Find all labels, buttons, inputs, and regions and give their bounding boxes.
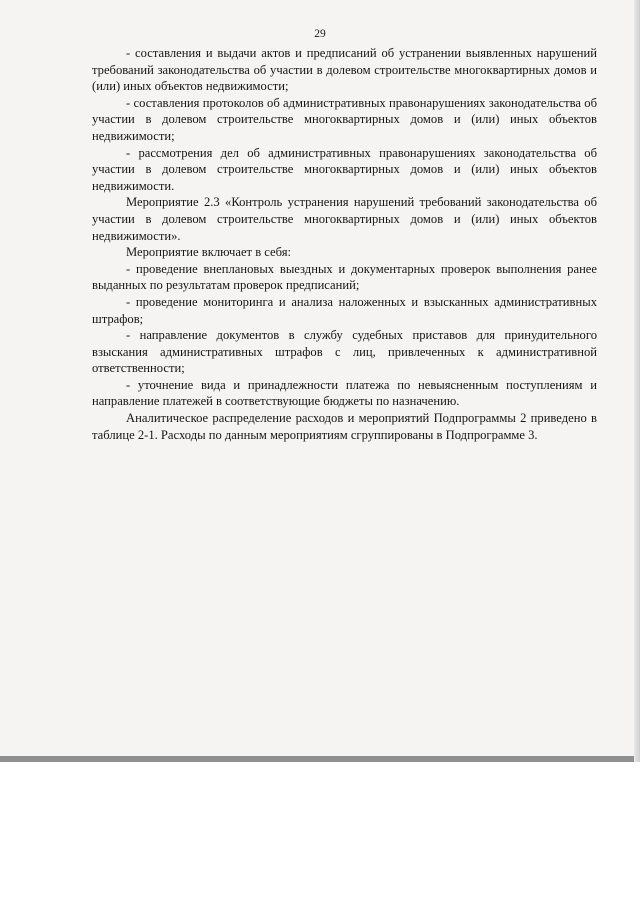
page-edge-shadow	[634, 0, 640, 762]
document-body	[92, 45, 597, 443]
paragraph-case-review: - рассмотрения дел об административных правонарушениях законодательства об участии в долевом строительстве многоквартирных домов и (или) иных объектов недвижимости.	[92, 145, 597, 193]
page-number: 29	[314, 28, 326, 40]
paragraph-payment-clarification: - уточнение вида и принадлежности платежа по невыясненным поступлениям и направление платежей в соответствующие бюджеты по назначению.	[92, 377, 597, 409]
paragraph-analytic-distribution: Аналитическое распределение расходов и мероприятий Подпрограммы 2 приведено в таблице 2-1. Расходы по данным мероприятиям сгруппированы в Подпрограмме 3.	[92, 411, 597, 442]
paragraph-inspections: - проведение внеплановых выездных и документарных проверок выполнения ранее выданных по результатам проверок предписаний;	[92, 261, 597, 293]
paragraph-fines-monitoring: - проведение мониторинга и анализа наложенных и взысканных административных штрафов;	[92, 294, 597, 326]
paragraph-acts-and-orders: - составления и выдачи актов и предписаний об устранении выявленных нарушений требований законодательства об участии в долевом строительстве многоквартирных домов и (или) иных объектов недвижимости;	[92, 46, 597, 94]
paragraph-protocols: - составления протоколов об административных правонарушениях законодательства об участии в долевом строительстве многоквартирных домов и (или) иных объектов недвижимости;	[92, 95, 597, 143]
paragraph-measure-includes: Мероприятие включает в себя:	[126, 245, 292, 260]
paragraph-measure-2-3: Мероприятие 2.3 «Контроль устранения нарушений требований законодательства об участии в долевом строительстве многоквартирных домов и (или) иных объектов недвижимости».	[92, 195, 597, 243]
paragraph-bailiff-documents: - направление документов в службу судебных приставов для принудительного взыскания административных штрафов с лиц, привлеченных к административной ответственности;	[92, 328, 597, 376]
